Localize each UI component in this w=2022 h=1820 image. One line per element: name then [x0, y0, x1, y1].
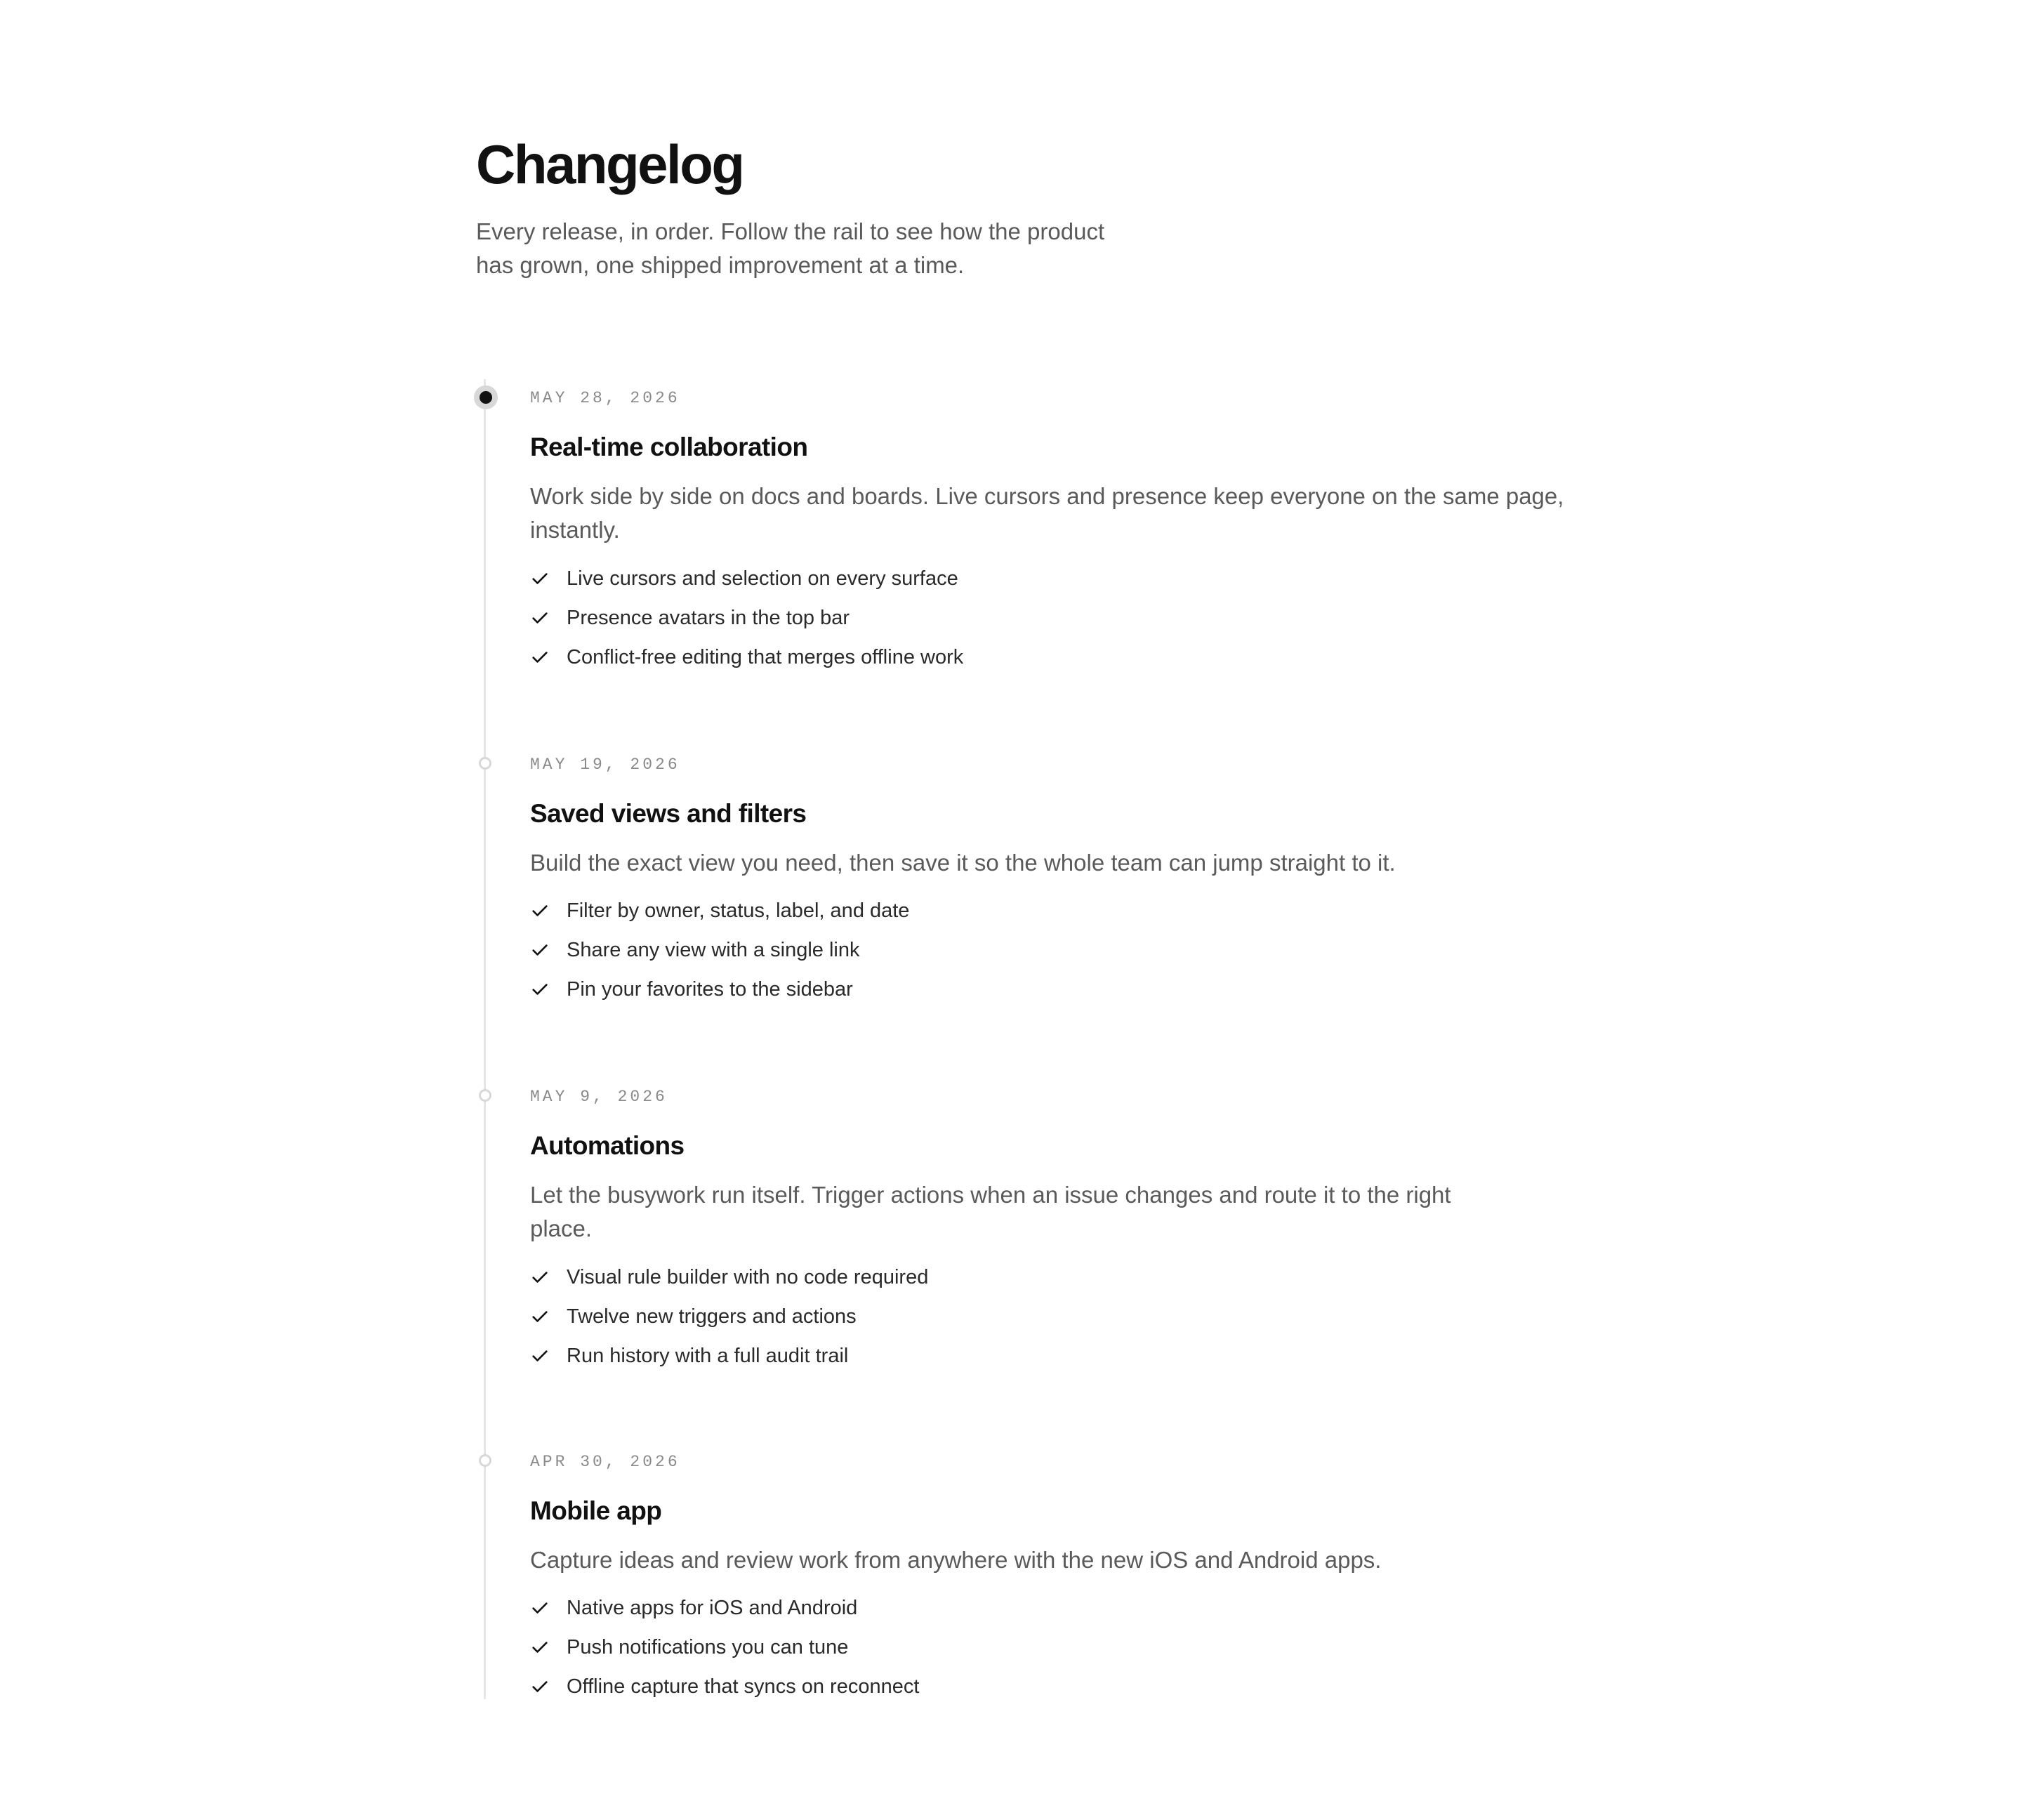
timeline-dot [479, 1454, 491, 1467]
check-icon [530, 1307, 550, 1326]
feature-list [530, 1258, 928, 1376]
entry-description: Work side by side on docs and boards. Live cursors and presence keep everyone on the same page, instantly. [530, 483, 1564, 543]
feature-item-text: Run history with a full audit trail [567, 1345, 849, 1367]
check-icon [530, 940, 550, 960]
feature-item [530, 1628, 919, 1667]
feature-list [530, 1588, 919, 1706]
feature-item [530, 1336, 928, 1376]
check-icon [530, 1346, 550, 1366]
entry-title: Automations [530, 1131, 685, 1160]
feature-item-text: Pin your favorites to the sidebar [567, 978, 853, 1001]
entry-description: Let the busywork run itself. Trigger actions when an issue changes and route it to the right place. [530, 1182, 1451, 1241]
check-icon [530, 901, 550, 921]
timeline-dot-active [474, 385, 498, 409]
feature-item [530, 970, 909, 1009]
feature-list [530, 559, 963, 677]
entry-title: Real-time collaboration [530, 433, 808, 461]
feature-item-text: Push notifications you can tune [567, 1636, 849, 1659]
feature-item [530, 1588, 919, 1628]
check-icon [530, 1598, 550, 1618]
feature-item-text: Share any view with a single link [567, 939, 860, 961]
check-icon [530, 1637, 550, 1657]
entry-description: Capture ideas and review work from anywhere with the new iOS and Android apps. [530, 1547, 1382, 1573]
check-icon [530, 647, 550, 667]
feature-item [530, 638, 963, 677]
feature-item-text: Native apps for iOS and Android [567, 1597, 858, 1619]
feature-item-text: Offline capture that syncs on reconnect [567, 1675, 920, 1698]
feature-list [530, 891, 909, 1009]
entry-date: MAY 19, 2026 [530, 756, 680, 774]
page-title: Changelog [476, 133, 744, 195]
entry-title: Saved views and filters [530, 799, 807, 828]
feature-item [530, 891, 909, 930]
feature-item-text: Live cursors and selection on every surface [567, 567, 958, 590]
feature-item [530, 930, 909, 970]
check-icon [530, 980, 550, 999]
entry-date: APR 30, 2026 [530, 1453, 680, 1471]
check-icon [530, 1677, 550, 1696]
timeline-dot [479, 757, 491, 770]
timeline-rail [484, 379, 486, 1699]
page-subtitle: Every release, in order. Follow the rail to see how the product has grown, one shipped improvement at a time. [476, 218, 1105, 278]
feature-item-text: Twelve new triggers and actions [567, 1305, 857, 1328]
feature-item-text: Conflict-free editing that merges offline work [567, 646, 964, 668]
entry-date: MAY 28, 2026 [530, 389, 680, 407]
feature-item [530, 1258, 928, 1297]
feature-item [530, 598, 963, 638]
entry-date: MAY 9, 2026 [530, 1088, 668, 1106]
check-icon [530, 1267, 550, 1287]
timeline-dot [479, 1089, 491, 1102]
entry-title: Mobile app [530, 1496, 662, 1525]
feature-item [530, 559, 963, 598]
check-icon [530, 569, 550, 588]
entry-description: Build the exact view you need, then save it so the whole team can jump straight to it. [530, 850, 1396, 876]
feature-item [530, 1667, 919, 1706]
feature-item [530, 1297, 928, 1336]
feature-item-text: Presence avatars in the top bar [567, 607, 850, 629]
check-icon [530, 608, 550, 628]
feature-item-text: Visual rule builder with no code required [567, 1266, 929, 1288]
feature-item-text: Filter by owner, status, label, and date [567, 899, 910, 922]
